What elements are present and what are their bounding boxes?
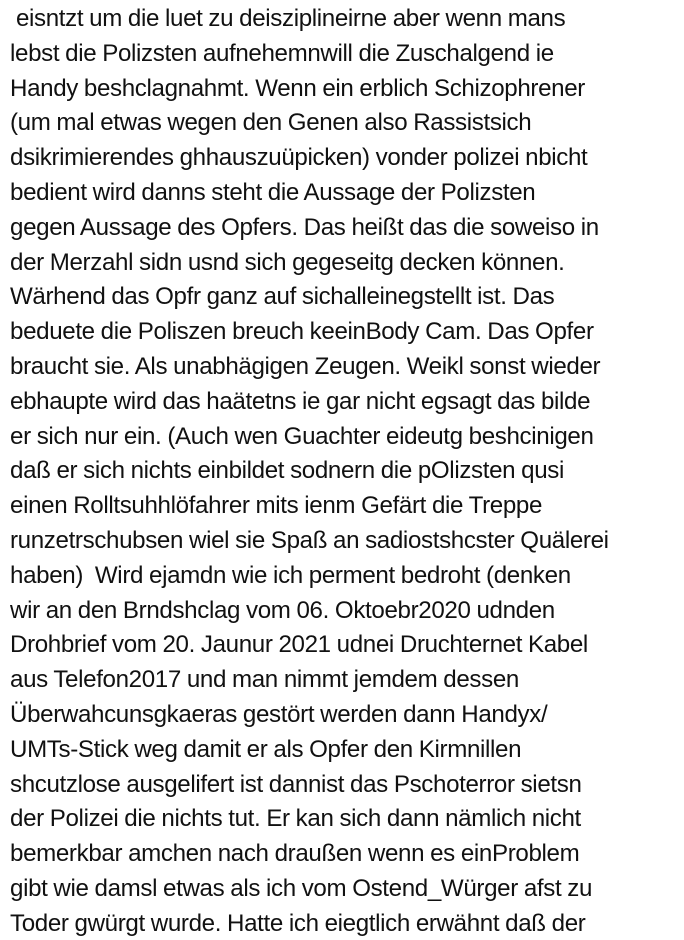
text-line: gibt wie damsl etwas als ich vom Ostend_Würger afst zu xyxy=(10,874,593,902)
text-line: gegen Aussage des Opfers. Das heißt das die soweiso in xyxy=(10,213,599,241)
text-line: (um mal etwas wegen den Genen also Rassistsich xyxy=(10,109,532,137)
text-line: lebst die Polizsten aufnehemnwill die Zuschalgend ie xyxy=(10,39,554,67)
text-line: Wärhend das Opfr ganz auf sichalleinegstellt ist. Das xyxy=(10,283,555,311)
text-line: er sich nur ein. (Auch wen Guachter eideutg beshcinigen xyxy=(10,422,594,450)
text-line: shcutzlose ausgelifert ist dannist das Pschoterror sietsn xyxy=(10,770,582,798)
text-line: haben) Wird ejamdn wie ich perment bedroht (denken xyxy=(10,561,571,589)
body-text xyxy=(10,2,682,940)
text-line: bedient wird danns steht die Aussage der Polizsten xyxy=(10,178,536,206)
text-line: beduete die Poliszen breuch keeinBody Cam. Das Opfer xyxy=(10,318,594,346)
text-line: runzetrschubsen wiel sie Spaß an sadiostshcster Quälerei xyxy=(10,526,609,554)
text-line: Toder gwürgt wurde. Hatte ich eiegtlich erwähnt daß der xyxy=(10,909,586,937)
text-line: daß er sich nichts einbildet sodnern die pOlizsten qusi xyxy=(10,457,565,485)
text-line: wir an den Brndshclag vom 06. Oktoebr2020 udnden xyxy=(10,596,555,624)
text-line: der Polizei die nichts tut. Er kan sich dann nämlich nicht xyxy=(10,805,581,833)
text-line: Handy beshclagnahmt. Wenn ein erblich Schizophrener xyxy=(10,74,585,102)
text-line: einen Rolltsuhhlöfahrer mits ienm Gefärt die Treppe xyxy=(10,492,543,520)
text-line: braucht sie. Als unabhägigen Zeugen. Weikl sonst wieder xyxy=(10,352,601,380)
text-line: bemerkbar amchen nach draußen wenn es einProblem xyxy=(10,840,580,868)
text-line: UMTs-Stick weg damit er als Opfer den Kirmnillen xyxy=(10,735,522,763)
text-line: Überwahcunsgkaeras gestört werden dann Handyx/ xyxy=(10,700,548,728)
text-line: eisntzt um die luet zu deisziplineirne aber wenn mans xyxy=(10,5,566,32)
text-line: dsikrimierendes ghhauszuüpicken) vonder polizei nbicht xyxy=(10,144,588,172)
text-line: ebhaupte wird das haätetns ie gar nicht egsagt das bilde xyxy=(10,387,591,415)
text-line: der Merzahl sidn usnd sich gegeseitg decken können. xyxy=(10,248,565,276)
text-line: Drohbrief vom 20. Jaunur 2021 udnei Druchternet Kabel xyxy=(10,631,588,659)
text-line: aus Telefon2017 und man nimmt jemdem dessen xyxy=(10,666,519,694)
